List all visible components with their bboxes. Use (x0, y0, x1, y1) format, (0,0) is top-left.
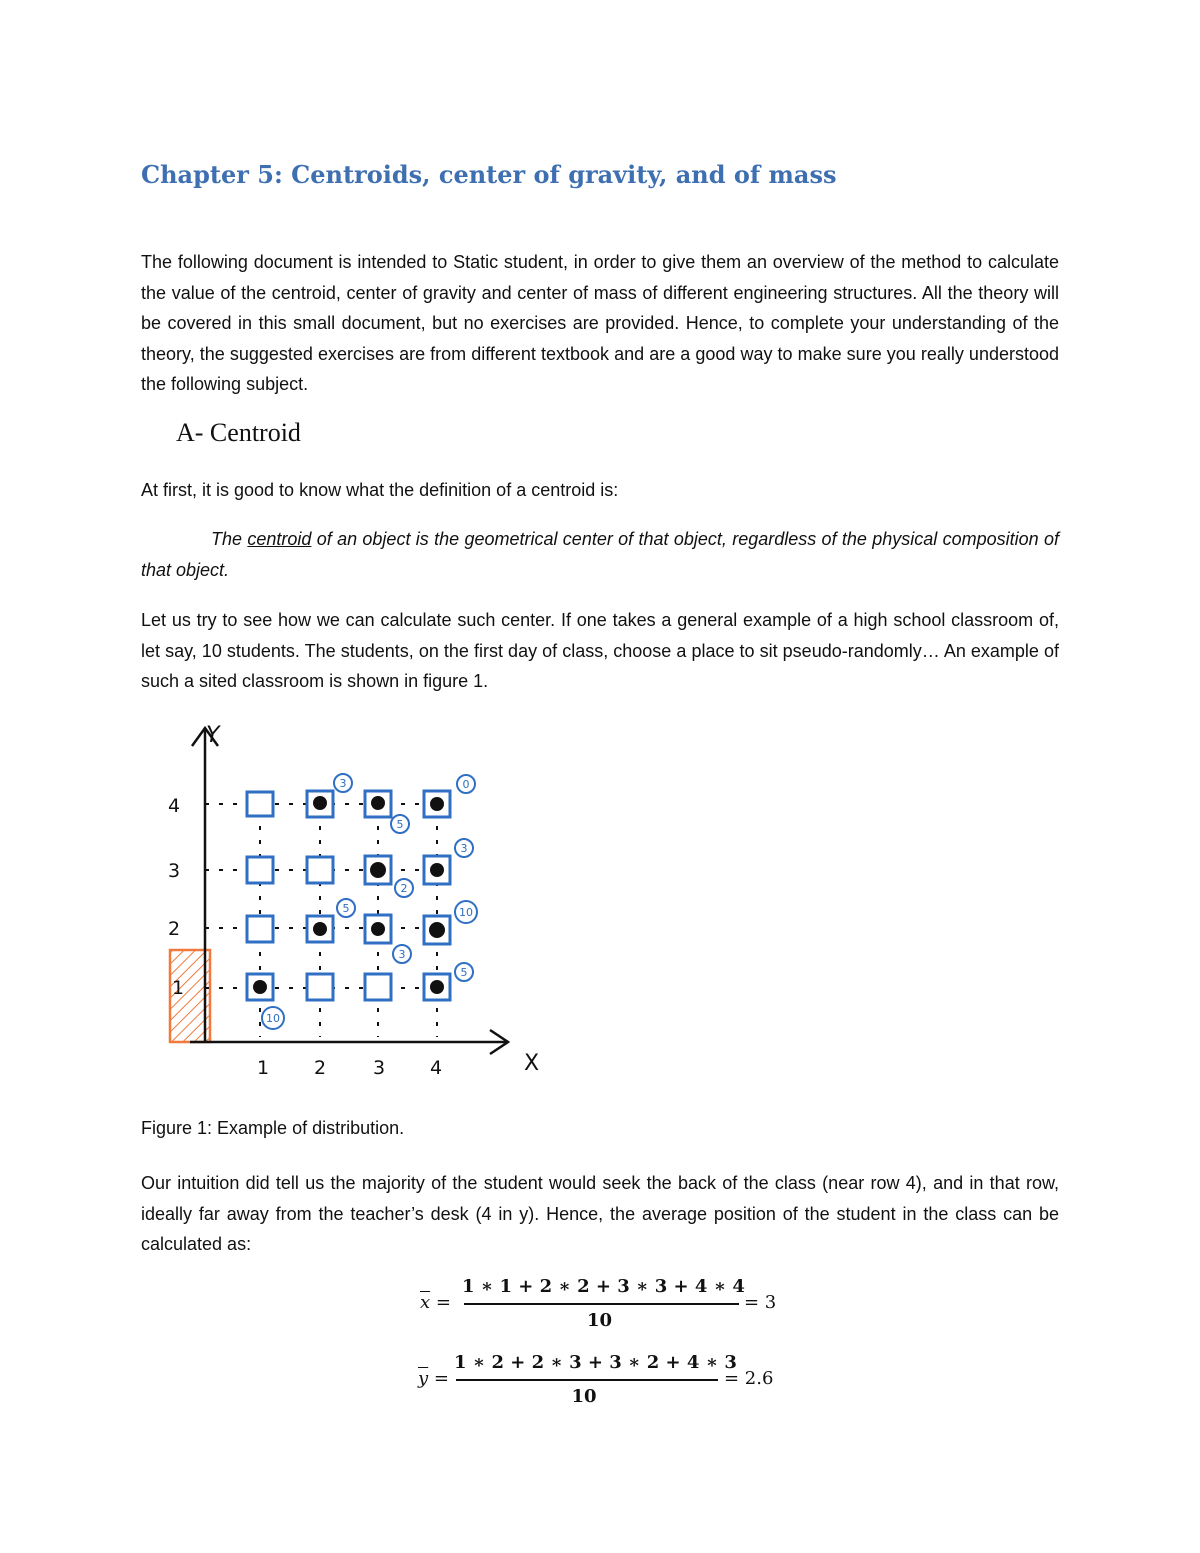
x-bar-numerator: 1 ∗ 1 + 2 ∗ 2 + 3 ∗ 3 + 4 ∗ 4 (462, 1276, 745, 1297)
x-bar-equals: = (435, 1292, 451, 1313)
student-dot (313, 796, 327, 810)
x-bar-result: = 3 (744, 1292, 777, 1313)
badge-label: 5 (460, 966, 468, 979)
student-dot (430, 863, 444, 877)
y-tick-label: 1 (172, 977, 185, 999)
classroom-figure (150, 712, 570, 1092)
figure-caption: Figure 1: Example of distribution. (141, 1118, 405, 1138)
desk-empty (365, 974, 391, 1000)
desk-empty (247, 916, 273, 942)
x-tick-label: 3 (373, 1057, 386, 1079)
x-tick-label: 2 (314, 1057, 327, 1079)
badge-label: 5 (396, 818, 404, 831)
y-tick-label: 4 (168, 795, 181, 817)
students (253, 796, 445, 994)
x-axis-label: X (524, 1051, 540, 1076)
y-bar-result: = 2.6 (724, 1368, 774, 1389)
student-dot (430, 797, 444, 811)
x-bar-symbol: $\overline{x}$ (420, 1292, 431, 1313)
student-dot (429, 922, 445, 938)
x-bar-fraction-line (464, 1303, 739, 1305)
badge-label: 5 (342, 902, 350, 915)
definition-term: centroid (247, 529, 312, 549)
intro-paragraph: The following document is intended to Static student, in order to give them an overview of the method to calculate the value of the centroid, center of gravity and center of mass of different engineering structures. All the theory will be covered in this small document, but no exercises are provided. Hence, to complete your understanding of the theory, the suggested exercises are from different textbook and are a good way to make sure you really understood the following subject. (141, 252, 1059, 394)
chapter-title: Chapter 5: Centroids, center of gravity, and of mass (141, 160, 837, 189)
badge-label: 3 (460, 842, 468, 855)
badge-label: 0 (462, 778, 470, 791)
badge-label: 2 (400, 882, 408, 895)
y-bar-fraction-line (456, 1379, 718, 1381)
desk-empty (307, 974, 333, 1000)
desk-empty (247, 792, 273, 816)
student-dot (371, 796, 385, 810)
section-heading-centroid: A- Centroid (176, 418, 301, 447)
student-dot (253, 980, 267, 994)
student-dot (371, 922, 385, 936)
definition-word-the: The (211, 529, 243, 549)
student-dot (313, 922, 327, 936)
example-paragraph: Let us try to see how we can calculate such center. If one takes a general example of a high school classroom of, let say, 10 students. The students, on the first day of class, choose a place to sit pseudo-randomly… An example of such a sited classroom is shown in figure 1. (141, 610, 1059, 691)
x-bar-denominator: 10 (586, 1310, 613, 1331)
y-bar-equals: = (433, 1368, 449, 1389)
badge-label: 3 (398, 948, 406, 961)
y-bar-symbol: $\overline{y}$ (418, 1368, 429, 1389)
definition-intro: At first, it is good to know what the definition of a centroid is: (141, 480, 619, 500)
badge-label: 3 (339, 777, 347, 790)
student-dot (370, 862, 386, 878)
analysis-paragraph: Our intuition did tell us the majority of the student would seek the back of the class (near row 4), and in that row, ideally far away from the teacher’s desk (4 in y). Hence, the average position of the student in the class can be calculated as: (141, 1173, 1059, 1254)
y-tick-label: 3 (168, 860, 181, 882)
badge-label: 10 (459, 906, 473, 919)
y-bar-numerator: 1 ∗ 2 + 2 ∗ 3 + 3 ∗ 2 + 4 ∗ 3 (454, 1352, 737, 1373)
definition-rest: of an object is the geometrical center of that object, regardless of the physical composition of that object. (141, 529, 1059, 580)
equation-x-bar (420, 1276, 780, 1336)
desk-grid (247, 791, 450, 1000)
x-tick-label: 1 (257, 1057, 270, 1079)
badge-label: 10 (266, 1012, 280, 1025)
y-bar-denominator: 10 (571, 1386, 597, 1407)
desk-empty (247, 857, 273, 883)
x-tick-label: 4 (430, 1057, 443, 1079)
student-dot (430, 980, 444, 994)
desk-empty (307, 857, 333, 883)
equation-y-bar (418, 1352, 798, 1412)
definition-quote (141, 524, 1059, 586)
y-axis-label: Y (206, 723, 220, 748)
y-tick-label: 2 (168, 918, 181, 940)
